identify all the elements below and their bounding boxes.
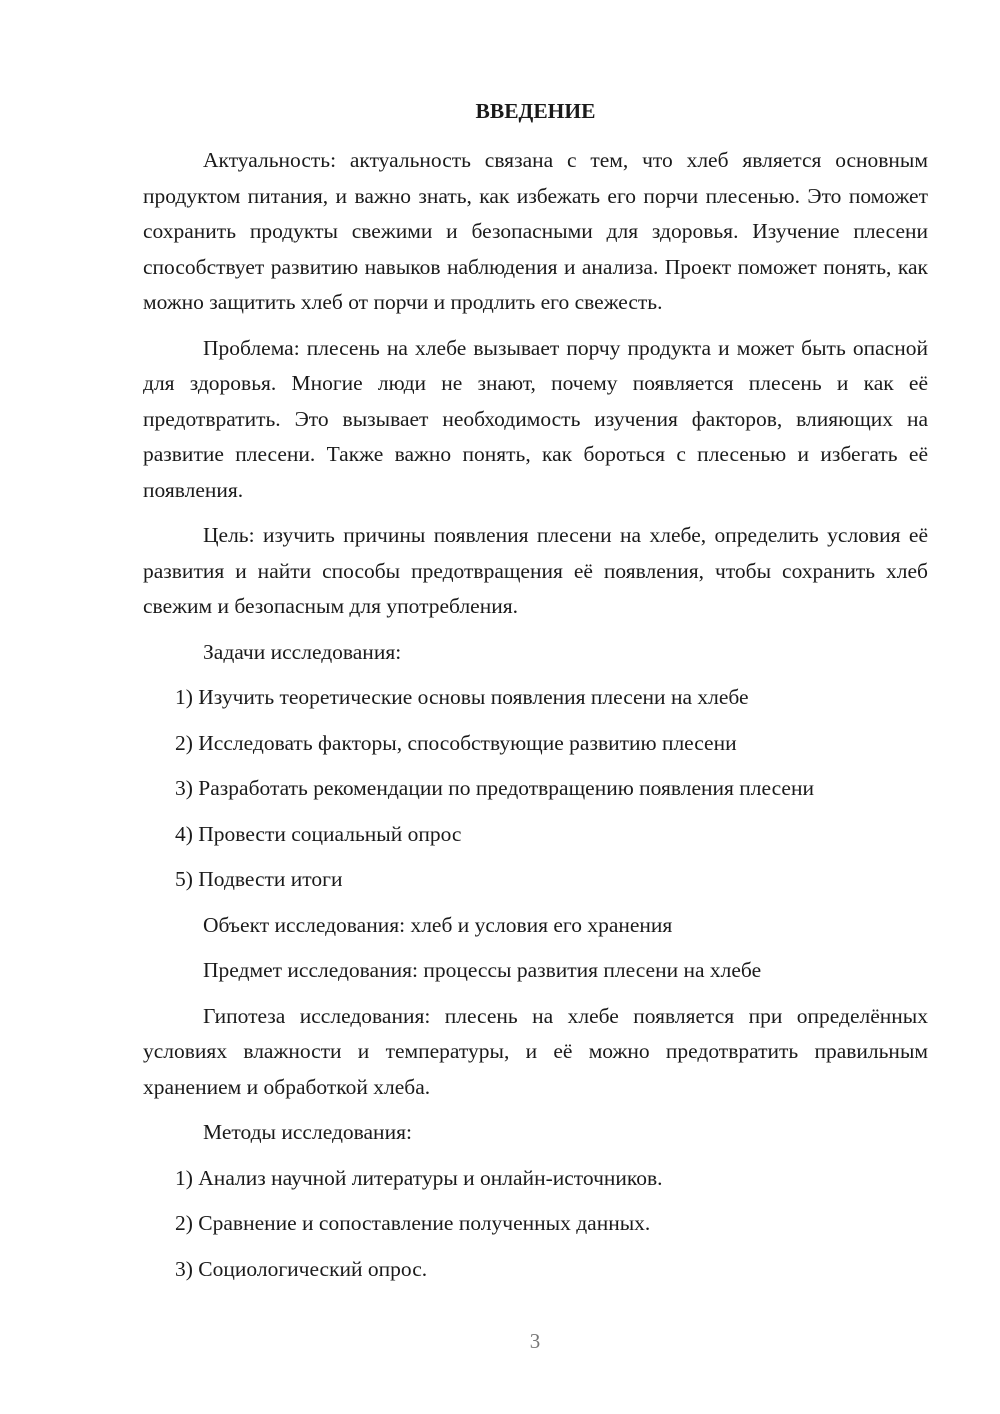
page-number: 3 (529, 1329, 541, 1353)
task-item: 4) Провести социальный опрос (175, 821, 462, 846)
hypothesis-paragraph: Гипотеза исследования: плесень на хлебе появляется при определённых условиях влажности и температуры, и её можно предотвратить правильным хранением и обработкой хлеба. (143, 1003, 928, 1099)
method-item: 1) Анализ научной литературы и онлайн-источников. (175, 1165, 663, 1190)
problem-paragraph: Проблема: плесень на хлебе вызывает порчу продукта и может быть опасной для здоровья. Многие люди не знают, почему появляется плесень и как её предотвратить. Это вызывает необходимость изучения факторов, влияющих на развитие плесени. Также важно понять, как бороться с плесенью и избегать её появления. (143, 335, 928, 502)
task-item: 1) Изучить теоретические основы появления плесени на хлебе (175, 685, 749, 709)
task-item: 3) Разработать рекомендации по предотвращению появления плесени (175, 776, 814, 800)
method-item: 3) Социологический опрос. (175, 1256, 428, 1281)
method-item: 2) Сравнение и сопоставление полученных данных. (175, 1211, 651, 1235)
task-item: 2) Исследовать факторы, способствующие развитию плесени (175, 730, 737, 755)
document-page (143, 96, 928, 1297)
research-object: Объект исследования: хлеб и условия его хранения (203, 912, 673, 937)
task-item: 5) Подвести итоги (175, 867, 343, 891)
methods-heading: Методы исследования: (203, 1120, 412, 1144)
section-title: ВВЕДЕНИЕ (475, 99, 596, 123)
research-subject: Предмет исследования: процессы развития плесени на хлебе (203, 958, 762, 982)
tasks-heading: Задачи исследования: (203, 639, 402, 664)
relevance-paragraph: Актуальность: актуальность связана с тем, что хлеб является основным продуктом питания, и важно знать, как избежать его порчи плесенью. Это поможет сохранить продукты свежими и безопасными для здоровья. Изучение плесени способствует развитию навыков наблюдения и анализа. Проект поможет понять, как можно защитить хлеб от порчи и продлить его свежесть. (143, 148, 928, 314)
goal-paragraph: Цель: изучить причины появления плесени на хлебе, определить условия её развития и найти способы предотвращения её появления, чтобы сохранить хлеб свежим и безопасным для употребления. (143, 523, 928, 618)
